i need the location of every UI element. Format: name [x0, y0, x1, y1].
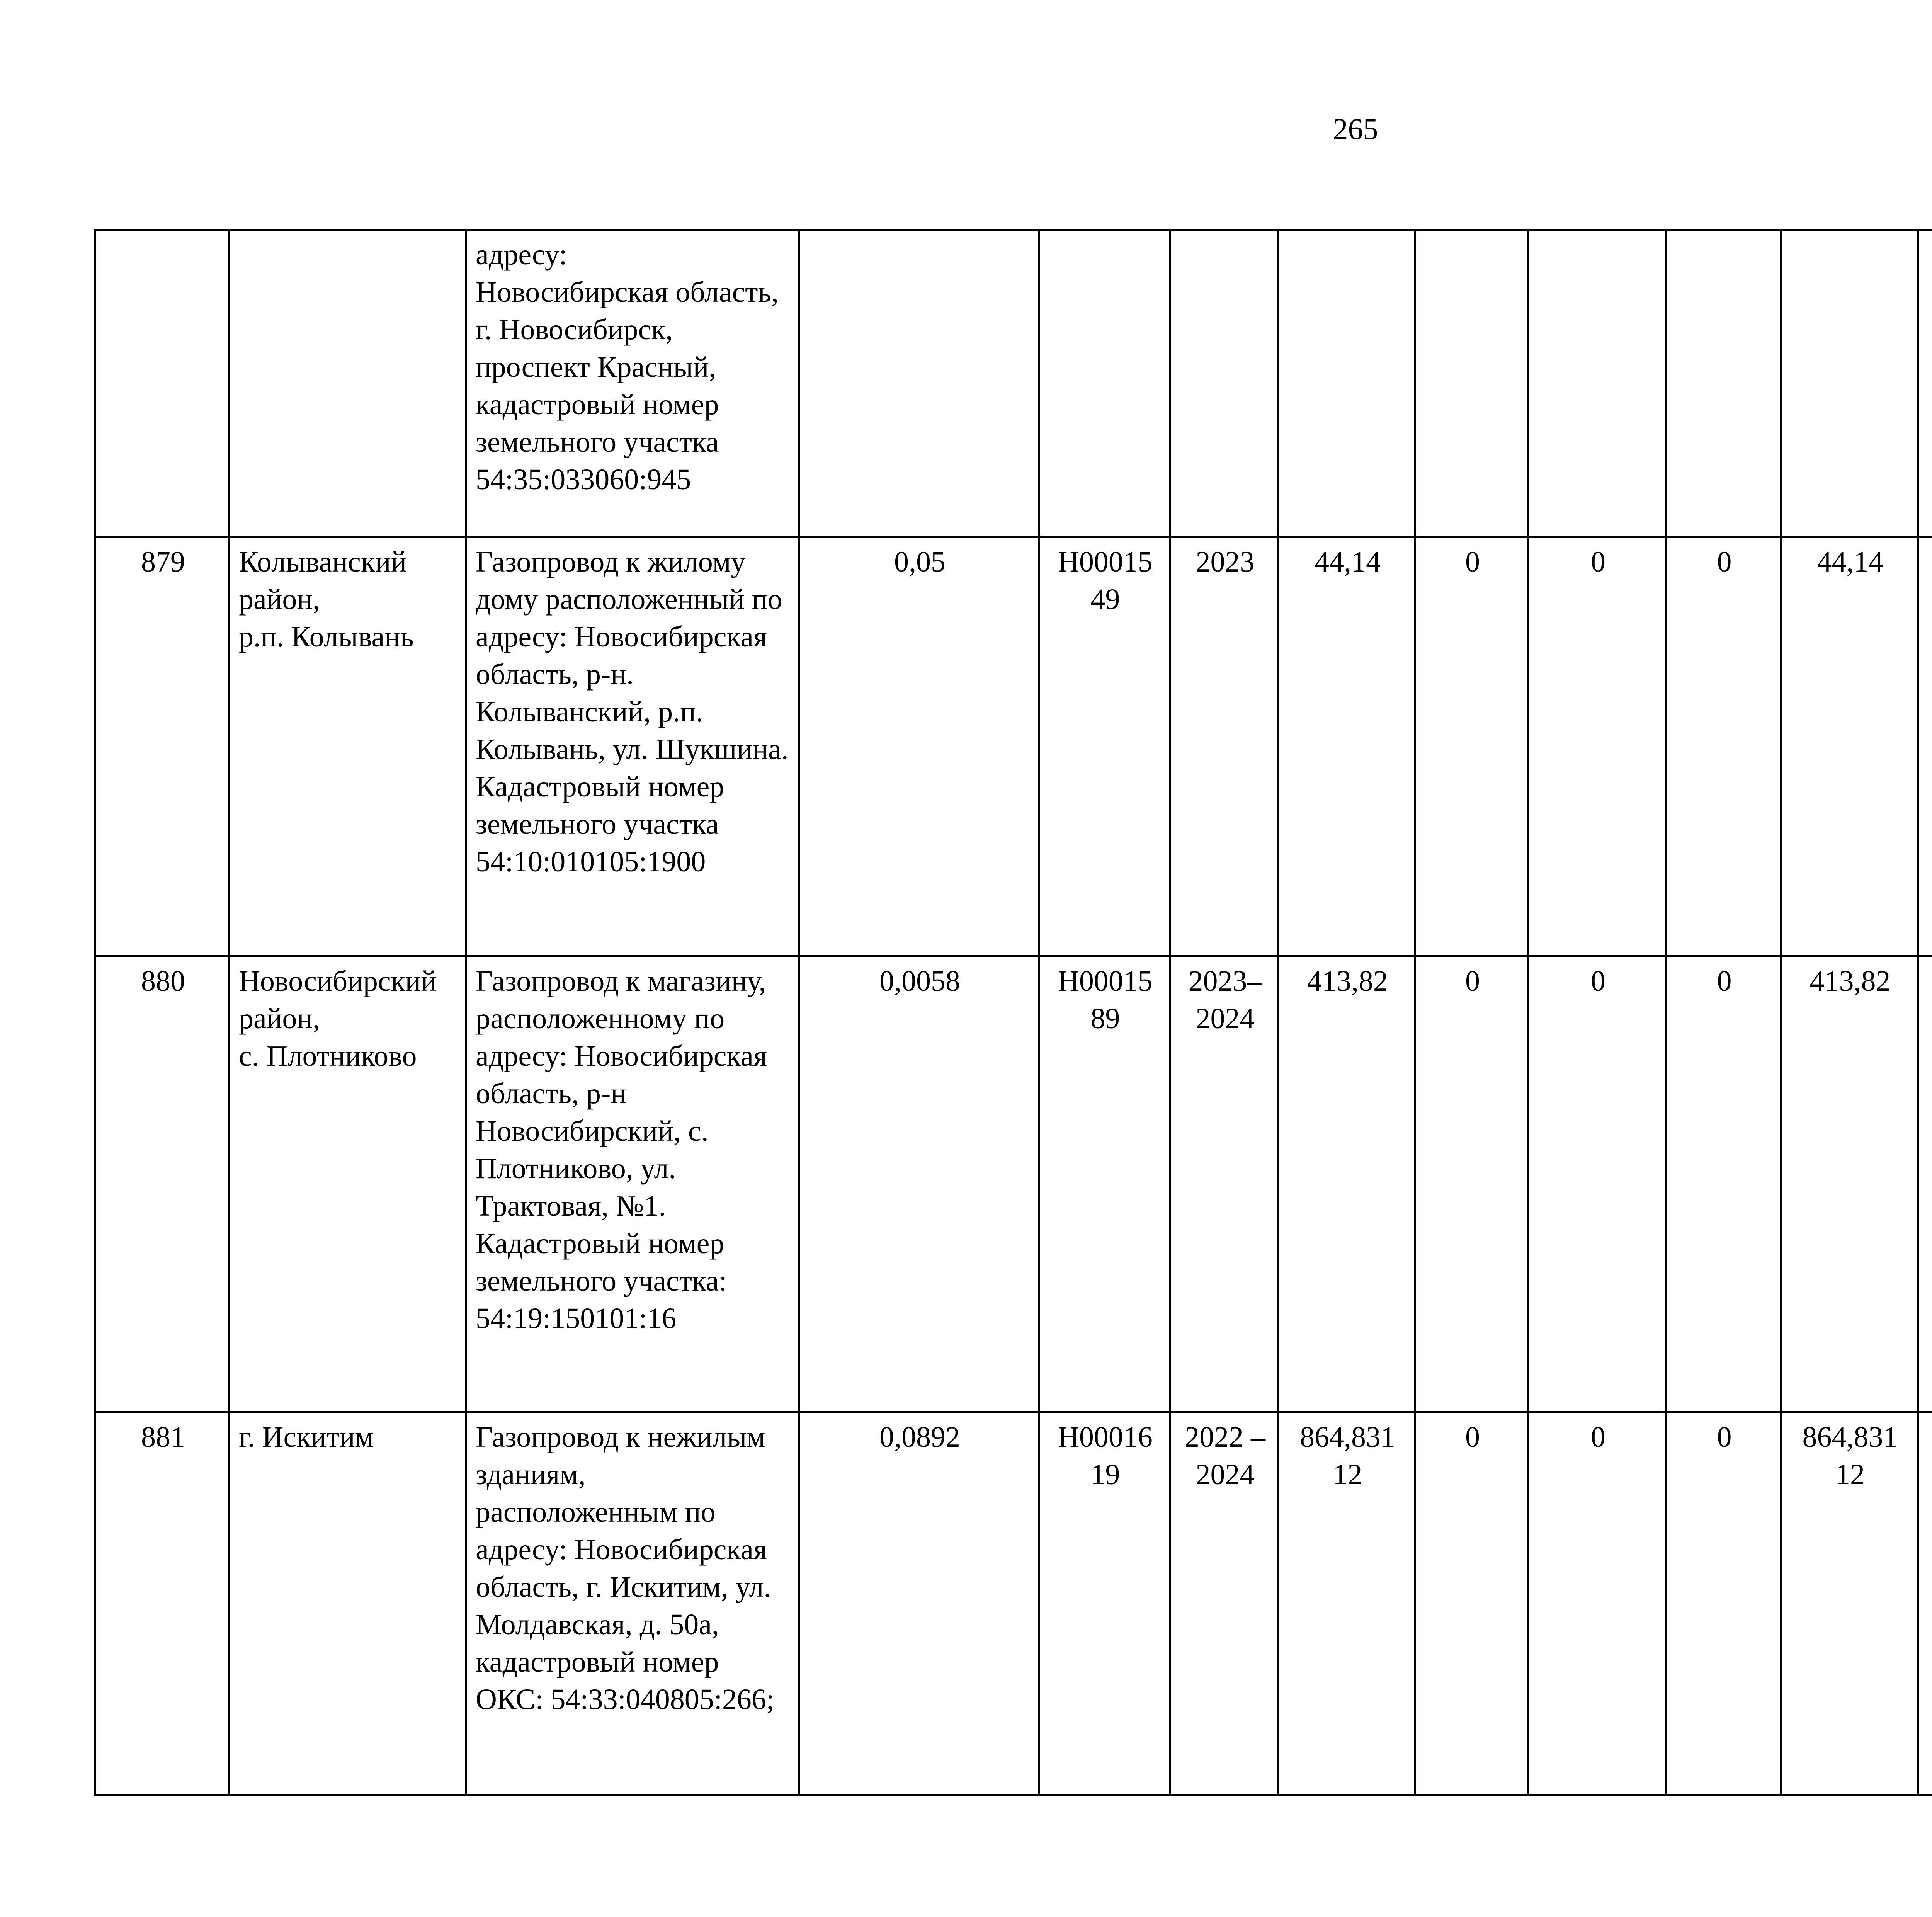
table-row	[95, 230, 1932, 537]
object-code-cell: Н00015 49	[1039, 537, 1170, 956]
value-cell-3: 0	[1667, 537, 1781, 956]
object-code-cell: Н00015 89	[1039, 956, 1170, 1412]
row-number-cell: 880	[95, 956, 230, 1412]
table-row	[95, 537, 1932, 956]
value-cell-4: 413,82	[1781, 956, 1918, 1412]
length-cell: 0,05	[799, 537, 1039, 956]
value-cell-3: 0	[1667, 956, 1781, 1412]
row-number-cell: 879	[95, 537, 230, 956]
years-cell: 2023	[1170, 537, 1279, 956]
table-row	[95, 956, 1932, 1412]
object-code-cell: Н00016 19	[1039, 1412, 1170, 1795]
value-cell-1: 0	[1415, 537, 1529, 956]
value-cell-3	[1667, 230, 1781, 537]
object-description-cell: адресу: Новосибирская область, г. Новосибирск, проспект Красный, кадастровый номер земельного участка 54:35:033060:945	[466, 230, 799, 537]
table-row	[95, 1412, 1932, 1795]
object-code-cell	[1039, 230, 1170, 537]
object-description-cell: Газопровод к жилому дому расположенный по адресу: Новосибирская область, р-н. Колыванский, р.п. Колывань, ул. Шукшина. Кадастровый номер земельного участка 54:10:010105:1900	[466, 537, 799, 956]
district-cell	[230, 230, 466, 537]
row-number-cell: 881	[95, 1412, 230, 1795]
value-cell-4: 864,831 12	[1781, 1412, 1918, 1795]
years-cell: 2022 – 2024	[1170, 1412, 1279, 1795]
owner-cell	[1918, 537, 1932, 956]
district-cell: Колыванский район, р.п. Колывань	[230, 537, 466, 956]
total-cost-cell: 44,14	[1279, 537, 1415, 956]
years-cell	[1170, 230, 1279, 537]
total-cost-cell: 864,831 12	[1279, 1412, 1415, 1795]
district-cell: г. Искитим	[230, 1412, 466, 1795]
owner-cell	[1918, 956, 1932, 1412]
length-cell: 0,0892	[799, 1412, 1039, 1795]
value-cell-4	[1781, 230, 1918, 537]
value-cell-4: 44,14	[1781, 537, 1918, 956]
row-number-cell	[95, 230, 230, 537]
value-cell-2: 0	[1529, 956, 1667, 1412]
value-cell-2: 0	[1529, 537, 1667, 956]
object-description-cell: Газопровод к магазину, расположенному по адресу: Новосибирская область, р-н Новосибирский, с. Плотниково, ул. Трактовая, №1. Кадастровый номер земельного участка: 54:19:150101:16	[466, 956, 799, 1412]
district-cell: Новосибирский район, с. Плотниково	[230, 956, 466, 1412]
length-cell: 0,0058	[799, 956, 1039, 1412]
total-cost-cell	[1279, 230, 1415, 537]
owner-cell	[1918, 230, 1932, 537]
owner-cell	[1918, 1412, 1932, 1795]
objects-table	[94, 229, 1932, 1796]
object-description-cell: Газопровод к нежилым зданиям, расположенным по адресу: Новосибирская область, г. Искитим, ул. Молдавская, д. 50а, кадастровый номер ОКС: 54:33:040805:266;	[466, 1412, 799, 1795]
value-cell-3: 0	[1667, 1412, 1781, 1795]
page-number: 265	[1333, 112, 1378, 146]
total-cost-cell: 413,82	[1279, 956, 1415, 1412]
value-cell-1: 0	[1415, 956, 1529, 1412]
value-cell-2	[1529, 230, 1667, 537]
length-cell	[799, 230, 1039, 537]
value-cell-2: 0	[1529, 1412, 1667, 1795]
value-cell-1: 0	[1415, 1412, 1529, 1795]
value-cell-1	[1415, 230, 1529, 537]
years-cell: 2023– 2024	[1170, 956, 1279, 1412]
